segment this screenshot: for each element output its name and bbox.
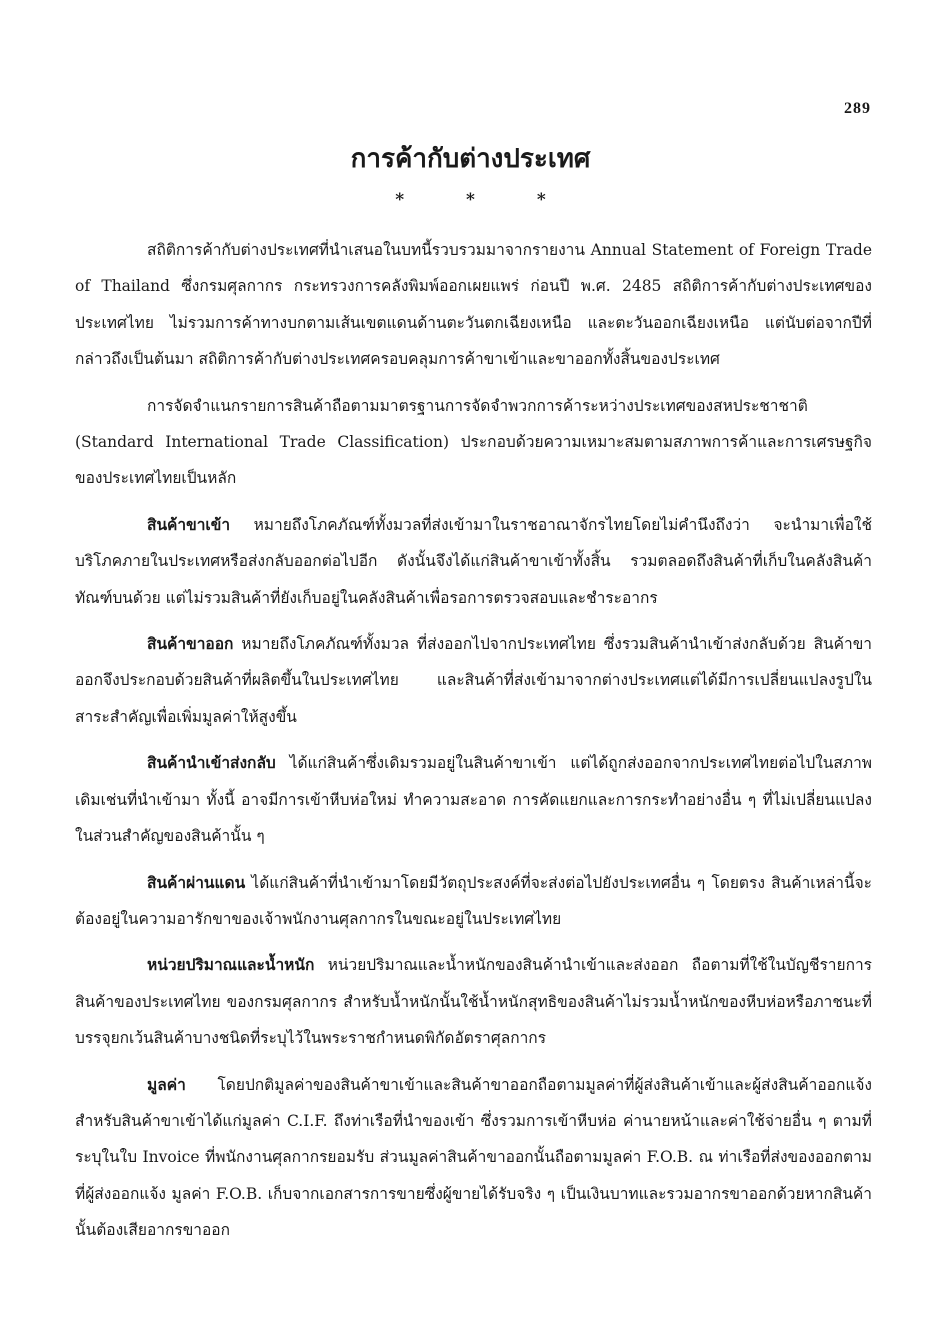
paragraph-lead: สินค้าขาออก xyxy=(147,634,234,654)
paragraph-imports xyxy=(75,507,872,616)
paragraph-exports xyxy=(75,626,872,735)
paragraph-text: หมายถึงโภคภัณฑ์ทั้งมวล ที่ส่งออกไปจากประเทศไทย ซึ่งรวมสินค้านำเข้าส่งกลับด้วย สินค้าขาออกจึงประกอบด้วยสินค้าที่ผลิตขึ้นในประเทศไทย และสินค้าที่ส่งเข้ามาจากต่างประเทศแต่ได้มีการเปลี่ยนแปลงรูปในสาระสำคัญเพื่อเพิ่มมูลค่าให้สูงขึ้น xyxy=(75,635,872,726)
paragraph-lead: มูลค่า xyxy=(147,1074,186,1094)
page-title: การค้ากับต่างประเทศ xyxy=(350,144,591,174)
paragraph-re-exports xyxy=(75,745,872,854)
paragraph-transit xyxy=(75,865,872,938)
paragraph-text: ได้แก่สินค้าซึ่งเดิมรวมอยู่ในสินค้าขาเข้า แต่ได้ถูกส่งออกจากประเทศไทยต่อไปในสภาพเดิมเช่นที่นำเข้ามา ทั้งนี้ อาจมีการเข้าหีบห่อใหม่ ทำความสะอาด การคัดแยกและการกระทำอย่างอื่น ๆ ที่ไม่เปลี่ยนแปลงในส่วนสำคัญของสินค้านั้น ๆ xyxy=(75,754,872,846)
paragraph-value xyxy=(75,1067,872,1249)
title-ornament: * * * xyxy=(395,190,574,210)
page-number: 289 xyxy=(844,100,871,117)
paragraph-classification xyxy=(75,388,872,497)
paragraph-lead: สินค้านำเข้าส่งกลับ xyxy=(147,753,276,773)
paragraph-intro xyxy=(75,232,872,378)
paragraph-lead: สินค้าขาเข้า xyxy=(147,514,231,534)
paragraph-text: หมายถึงโภคภัณฑ์ทั้งมวลที่ส่งเข้ามาในราชอาณาจักรไทยโดยไม่คำนึงถึงว่า จะนำมาเพื่อใช้บริโภคภายในประเทศหรือส่งกลับออกต่อไปอีก ดังนั้นจึงได้แก่สินค้าขาเข้าทั้งสิ้น รวมตลอดถึงสินค้าที่เก็บในคลังสินค้าทัณฑ์บนด้วย แต่ไม่รวมสินค้าที่ยังเก็บอยู่ในคลังสินค้าเพื่อรอการตรวจสอบและชำระอากร xyxy=(75,515,872,607)
body-text xyxy=(75,232,872,1259)
paragraph-text: หน่วยปริมาณและน้ำหนักของสินค้านำเข้าและส่งออก ถือตามที่ใช้ในบัญชีรายการสินค้าของประเทศไทย ของกรมศุลกากร สำหรับน้ำหนักนั้นใช้น้ำหนักสุทธิของสินค้าไม่รวมน้ำหนักของหีบห่อหรือภาชนะที่บรรจุยกเว้นสินค้าบางชนิดที่ระบุไว้ในพระราชกำหนดพิกัดอัตราศุลกากร xyxy=(75,956,872,1048)
paragraph-lead: สินค้าผ่านแดน xyxy=(147,872,246,892)
paragraph-text: สถิติการค้ากับต่างประเทศที่นำเสนอในบทนี้รวบรวมมาจากรายงาน Annual Statement of Foreign Trade of Thailand ซึ่งกรมศุลกากร กระทรวงการคลังพิมพ์ออกเผยแพร่ ก่อนปี พ.ศ. 2485 สถิติการค้ากับต่างประเทศของประเทศไทย ไม่รวมการค้าทางบกตามเส้นเขตแดนด้านตะวันตกเฉียงเหนือ และตะวันออกเฉียงเหนือ แต่นับต่อจากปีที่กล่าวถึงเป็นต้นมา สถิติการค้ากับต่างประเทศครอบคลุมการค้าขาเข้าและขาออกทั้งสิ้นของประเทศ xyxy=(75,241,872,369)
paragraph-text: การจัดจำแนกรายการสินค้าถือตามมาตรฐานการจัดจำพวกการค้าระหว่างประเทศของสหประชาชาติ (Standard International Trade Classification) ประกอบด้วยความเหมาะสมตามสภาพการค้าและการเศรษฐกิจของประเทศไทยเป็นหลัก xyxy=(75,396,872,488)
paragraph-text: โดยปกติมูลค่าของสินค้าขาเข้าและสินค้าขาออกถือตามมูลค่าที่ผู้ส่งสินค้าเข้าและผู้ส่งสินค้าออกแจ้ง สำหรับสินค้าขาเข้าได้แก่มูลค่า C.I.F. ถึงท่าเรือที่นำของเข้า ซึ่งรวมการเข้าหีบห่อ ค่านายหน้าและค่าใช้จ่ายอื่น ๆ ตามที่ระบุในใบ Invoice ที่พนักงานศุลกากรยอมรับ ส่วนมูลค่าสินค้าขาออกนั้นถือตามมูลค่า F.O.B. ณ ท่าเรือที่ส่งของออกตามที่ผู้ส่งออกแจ้ง มูลค่า F.O.B. เก็บจากเอกสารการขายซึ่งผู้ขายได้รับจริง ๆ เป็นเงินบาทและรวมอากรขาออกด้วยหากสินค้านั้นต้องเสียอากรขาออก xyxy=(75,1075,872,1240)
paragraph-text: ได้แก่สินค้าที่นำเข้ามาโดยมีวัตถุประสงค์ที่จะส่งต่อไปยังประเทศอื่น ๆ โดยตรง สินค้าเหล่านี้จะต้องอยู่ในความอารักขาของเจ้าพนักงานศุลกากรในขณะอยู่ในประเทศไทย xyxy=(75,873,872,928)
paragraph-units xyxy=(75,947,872,1056)
paragraph-lead: หน่วยปริมาณและน้ำหนัก xyxy=(147,955,315,975)
